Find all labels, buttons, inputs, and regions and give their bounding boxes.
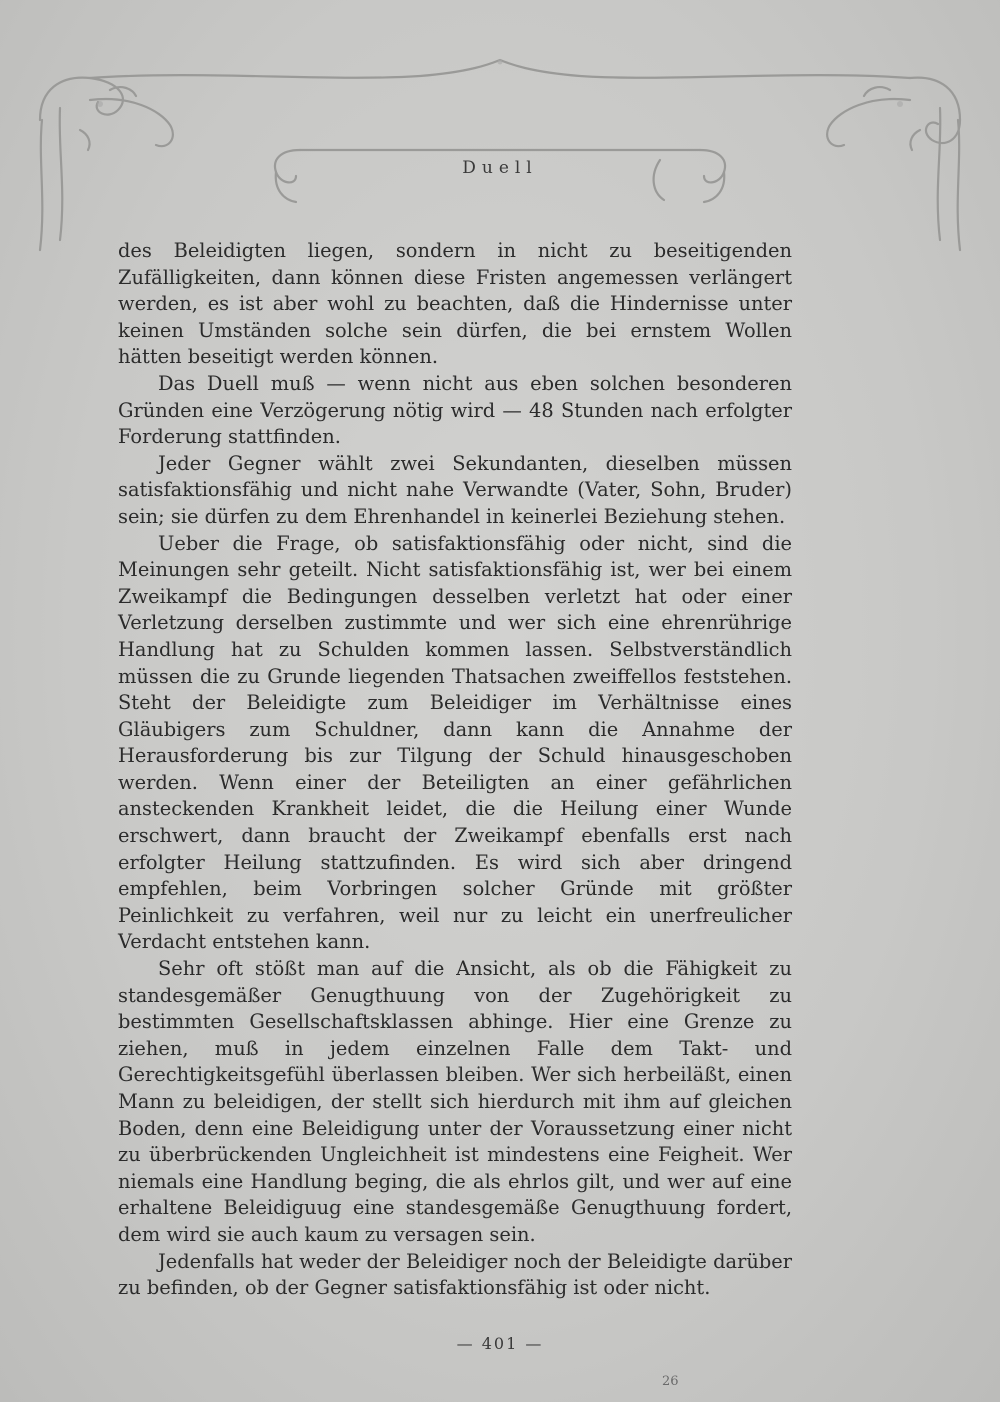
running-title: Duell bbox=[462, 158, 538, 178]
rococo-scroll-frame-icon bbox=[0, 0, 1000, 260]
paragraph: Das Duell muß — wenn nicht aus eben solchen besonderen Gründen eine Verzögerung nötig wird — 48 Stunden nach erfolgter Forderung stattfinden. bbox=[118, 371, 792, 449]
paragraph: Ueber die Frage, ob satisfaktionsfähig oder nicht, sind die Meinungen sehr geteilt. Nicht satisfaktionsfähig ist, wer bei einem Zweikampf die Bedingungen desselben verletzt hat oder einer Verletzung derselben zustimmte und wer sich eine ehrenrührige Handlung hat zu Schulden kommen lassen. Selbstverständlich müssen die zu Grunde liegenden Thatsachen zweiffellos feststehen. Steht der Beleidigte zum Beleidiger im Verhältnisse eines Gläubigers zum Schuldner, dann kann die Annahme der Herausforderung bis zur Tilgung der Schuld hinausgeschoben werden. Wenn einer der Beteiligten an einer gefährlichen ansteckenden Krankheit leidet, die die Heilung einer Wunde erschwert, dann braucht der Zweikampf ebenfalls erst nach erfolgter Heilung stattzufinden. Es wird sich aber dringend empfehlen, beim Vorbringen solcher Gründe mit größter Peinlichkeit zu verfahren, weil nur zu leicht ein unerfreulicher Verdacht entstehen kann. bbox=[118, 531, 792, 954]
paragraph: Jeder Gegner wählt zwei Sekundanten, dieselben müssen satisfaktionsfähig und nicht nahe Verwandte (Vater, Sohn, Bruder) sein; sie dürfen zu dem Ehrenhandel in keinerlei Beziehung stehen. bbox=[118, 451, 792, 528]
body-text bbox=[118, 238, 792, 1302]
paragraph: Jedenfalls hat weder der Beleidiger noch der Beleidigte darüber zu befinden, ob der Gegner satisfaktionsfähig ist oder nicht. bbox=[118, 1249, 792, 1300]
page-number: — 401 — bbox=[456, 1334, 544, 1353]
paragraph: Sehr oft stößt man auf die Ansicht, als ob die Fähigkeit zu standesgemäßer Genugthuung von der Zugehörigkeit zu bestimmten Gesellschaftsklassen abhinge. Hier eine Grenze zu ziehen, muß in jedem einzelnen Falle dem Takt- und Gerechtigkeitsgefühl überlassen bleiben. Wer sich herbeiläßt, einen Mann zu beleidigen, der stellt sich hierdurch mit ihm auf gleichen Boden, denn eine Beleidigung unter der Voraussetzung einer nicht zu überbrückenden Ungleichheit ist mindestens eine Feigheit. Wer niemals eine Handlung beging, die als ehrlos gilt, und wer auf eine erhaltene Beleidiguug eine standesgemäße Genugthuung fordert, dem wird sie auch kaum zu versagen sein. bbox=[118, 957, 792, 1246]
signature-mark: 26 bbox=[662, 1374, 679, 1389]
paragraph: des Beleidigten liegen, sondern in nicht zu beseitigenden Zufälligkeiten, dann können diese Fristen angemessen verlängert werden, es ist aber wohl zu beachten, daß die Hindernisse unter keinen Umständen solche sein dürfen, die bei ernstem Wollen hätten beseitigt werden können. bbox=[118, 239, 792, 369]
